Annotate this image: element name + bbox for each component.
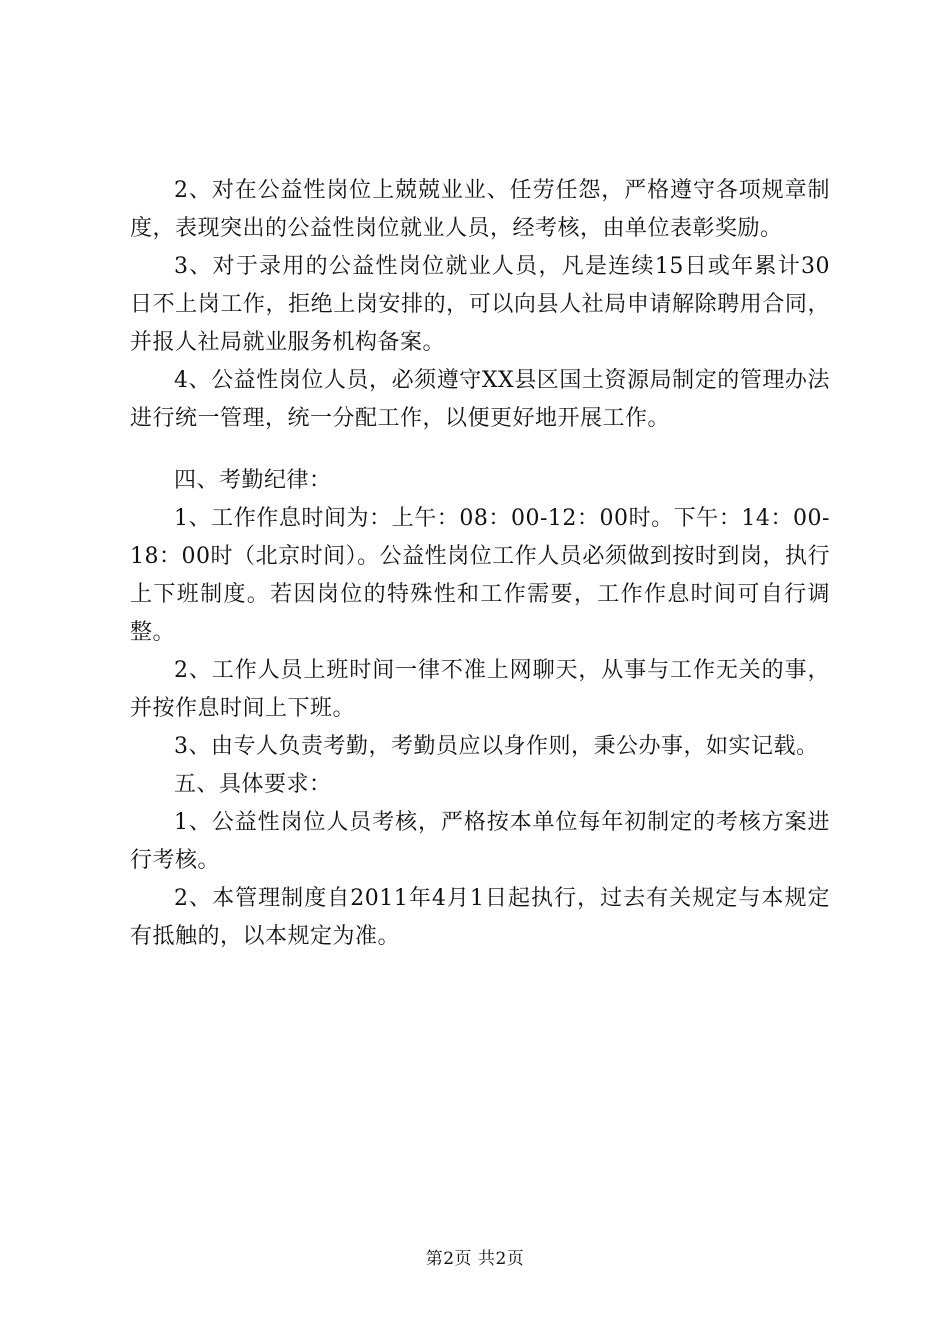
paragraph-reward: 2、对在公益性岗位上兢兢业业、任劳任怨，严格遵守各项规章制度，表现突出的公益性岗位就业人员，经考核，由单位表彰奖励。 (130, 178, 830, 241)
document-body (130, 172, 830, 956)
page-number-footer: 第2页 共2页 (425, 1249, 525, 1269)
paragraph-work-hours: 1、工作作息时间为：上午：08：00-12：00时。下午：14：00-18：00时（北京时间）。公益性岗位工作人员必须做到按时到岗，执行上下班制度。若因岗位的特殊性和工作需要，工作作息时间可自行调整。 (130, 506, 830, 645)
paragraph-effective-date: 2、本管理制度自2011年4月1日起执行，过去有关规定与本规定有抵触的，以本规定为准。 (130, 886, 830, 949)
section-heading-attendance: 四、考勤纪律： (174, 468, 332, 493)
paragraph-dismissal: 3、对于录用的公益性岗位就业人员，凡是连续15日或年累计30日不上岗工作，拒绝上岗安排的，可以向县人社局申请解除聘用合同，并报人社局就业服务机构备案。 (130, 254, 830, 355)
paragraph-assessment: 1、公益性岗位人员考核，严格按本单位每年初制定的考核方案进行考核。 (130, 810, 830, 873)
paragraph-attendance-officer: 3、由专人负责考勤，考勤员应以身作则，秉公办事，如实记载。 (174, 734, 819, 759)
section-heading-requirements: 五、具体要求： (174, 772, 332, 797)
section-spacer (130, 438, 830, 462)
paragraph-no-chatting: 2、工作人员上班时间一律不准上网聊天，从事与工作无关的事，并按作息时间上下班。 (130, 658, 830, 721)
paragraph-management: 4、公益性岗位人员，必须遵守XX县区国土资源局制定的管理办法进行统一管理，统一分配工作，以便更好地开展工作。 (130, 368, 830, 431)
